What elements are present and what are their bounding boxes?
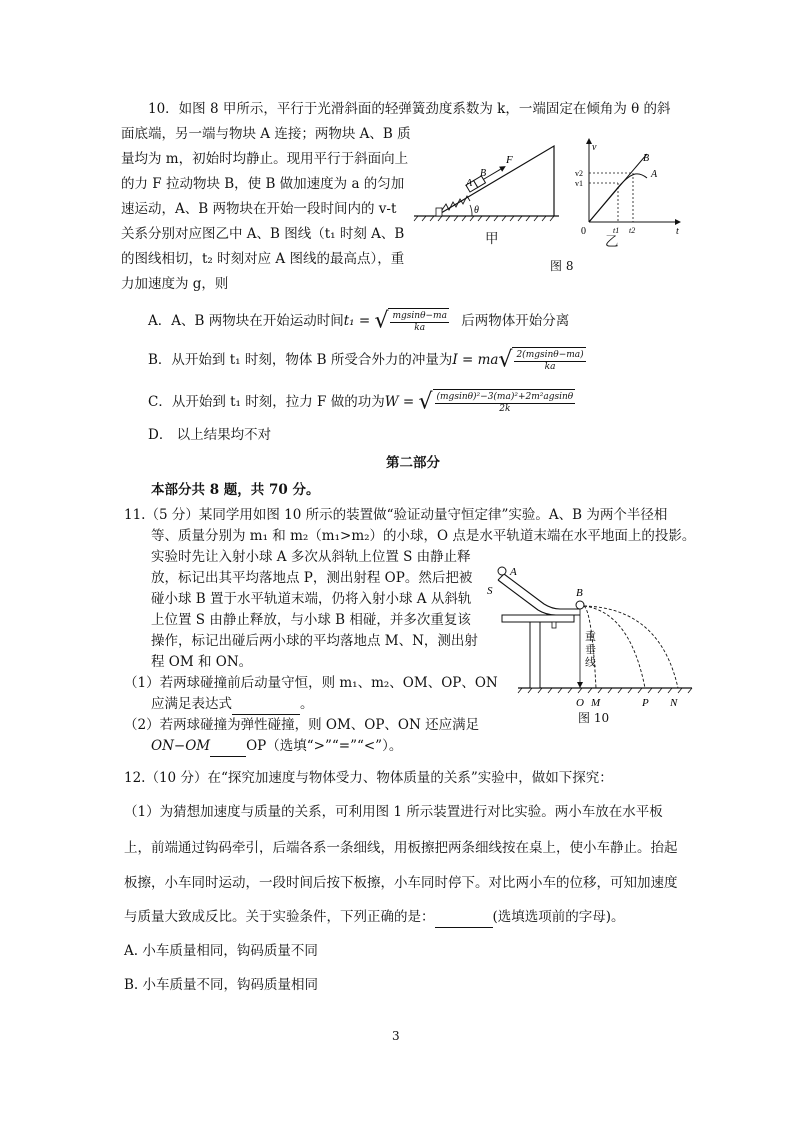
q10-option-b-num: 2(mgsinθ−ma): [516, 350, 584, 360]
q11-sub1a: （1）若两球碰撞前后动量守恒，则 m₁、m₂、OM、OP、ON: [124, 675, 498, 691]
q10-option-a-tail: 后两物体开始分离: [461, 313, 570, 329]
fig8-caption: 图 8: [550, 259, 574, 273]
fig10-label-M: M: [591, 697, 601, 709]
q10-line7: 的图线相切，t₂ 时刻对应 A 图线的最高点），重: [121, 251, 405, 267]
fig8-label-jia: 甲: [485, 231, 499, 247]
q11-line1: 11.（5 分）某同学用如图 10 所示的装置做“验证动量守恒定律”实验。A、B 为两个半径相: [124, 507, 668, 523]
fig8-t2: t2: [629, 226, 636, 235]
fig8-curve-A: A: [651, 169, 658, 180]
fig8-t1: t1: [613, 226, 620, 235]
fig10-label-O: O: [576, 697, 584, 709]
q11-answer-blank-2[interactable]: [210, 736, 246, 757]
q12-answer-blank[interactable]: [435, 907, 493, 928]
q11-sub2-expr: ON−OM: [151, 738, 211, 754]
q11-line4: 放，标记出其平均落地点 P，测出射程 OP。然后把被: [151, 570, 473, 586]
q11-line3: 实验时先让入射小球 A 多次从斜轨上位置 S 由静止释: [151, 549, 471, 565]
q10-line1: 10．如图 8 甲所示，平行于光滑斜面的轻弹簧劲度系数为 k，一端固定在倾角为 θ 的斜: [148, 101, 671, 117]
q11-line2: 等、质量分别为 m₁ 和 m₂（m₁>m₂）的小球，O 点是水平轨道末端在水平地面上的投影。: [151, 528, 696, 544]
q11-sub2: [151, 736, 402, 757]
q12-option-b: B. 小车质量不同，钩码质量相同: [124, 977, 319, 993]
q12-line5-end: (选填选项前的字母)。: [492, 909, 625, 925]
fig10-label-N: N: [670, 697, 678, 709]
q11-line6: 上位置 S 由静止释放，与小球 B 相碰，并多次重复该: [151, 612, 471, 628]
fig8-label-F: F: [506, 154, 513, 166]
fig8-label-A: A: [466, 178, 473, 189]
q10-line2: 面底端，另一端与物块 A 连接；两物块 A、B 质: [121, 126, 411, 142]
section-desc: 本部分共 8 题，共 70 分。: [151, 482, 320, 498]
fig10-label-P: P: [642, 697, 649, 709]
q10-option-d: D． 以上结果均不对: [148, 427, 272, 443]
q10-option-b-var: I = ma: [452, 352, 499, 368]
q12-line2: （1）为猜想加速度与质量的关系，可利用图 1 所示装置进行对比实验。两小车放在水平板: [124, 804, 663, 820]
fig8-label-theta: θ: [474, 205, 479, 216]
q10-option-a-text: A．A、B 两物块在开始运动时间: [148, 313, 344, 329]
q12-line5: [124, 907, 625, 928]
q10-option-c: C．从开始到 t₁ 时刻，拉力 F 做的功为W = √ $\frac{\text{(mgsinθ)²−3(ma)²+2m²agsinθ}}{2k}$: [148, 389, 574, 415]
q11-line8: 程 OM 和 ON。: [151, 654, 253, 670]
q10-option-a-den: ka: [414, 323, 426, 333]
q12-line5-text: 与质量大致成反比。关于实验条件，下列正确的是：: [124, 909, 435, 925]
q10-option-c-var: W =: [384, 394, 419, 410]
q12-option-a: A. 小车质量相同，钩码质量不同: [124, 943, 318, 959]
fig8-axis-t: t: [676, 226, 679, 237]
q10-option-a: A．A、B 两物块在开始运动时间t₁ = √ $\frac{mgsin\theta-ma}{ka}$ 后两物体开始分离: [148, 308, 570, 334]
fig10-label-S: S: [487, 585, 493, 597]
q12-line4: 板擦，小车同时运动，一段时间后按下板擦，小车同时停下。对比两小车的位移，可知加速度: [124, 875, 678, 891]
q11-sub1: [151, 694, 314, 715]
q10-option-b: B．从开始到 t₁ 时刻，物体 B 所受合外力的冲量为I = ma√ $\frac{2(mgsin\theta-ma)}{ka}$: [148, 347, 584, 373]
section-title: 第二部分: [386, 455, 440, 471]
fig8-curve-B: B: [643, 153, 650, 164]
fig10-plumb-line-label: 重垂线: [585, 630, 596, 669]
q10-option-a-num: mgsinθ−ma: [392, 311, 447, 321]
q10-option-b-text: B．从开始到 t₁ 时刻，物体 B 所受合外力的冲量为: [148, 352, 453, 368]
q10-option-c-den: 2k: [499, 404, 511, 414]
page-number: 3: [392, 1029, 400, 1043]
q10-option-b-den: ka: [544, 362, 556, 372]
q10-line5: 速运动，A、B 两物块在开始一段时间内的 v-t: [121, 201, 397, 217]
q11-sub2a: （2）若两球碰撞为弹性碰撞，则 OM、OP、ON 还应满足: [124, 717, 480, 733]
fig10-caption: 图 10: [578, 711, 610, 725]
q11-sub1-text: 应满足表达式: [151, 696, 232, 712]
q12-line3: 上，前端通过钩码牵引，后端各系一条细线，用板擦把两条细线按在桌上，使小车静止。抬起: [124, 840, 678, 856]
q11-answer-blank-1[interactable]: [232, 694, 300, 715]
q10-option-c-text: C．从开始到 t₁ 时刻，拉力 F 做的功为: [148, 394, 385, 410]
fig8-label-yi: 乙: [605, 234, 619, 250]
fig8-origin: 0: [581, 226, 586, 237]
fig8-label-B: B: [480, 168, 487, 179]
figure-8-vt-graph: [575, 138, 687, 248]
q12-line1: 12.（10 分）在“探究加速度与物体受力、物体质量的关系”实验中，做如下探究：: [124, 770, 613, 786]
q11-line5: 碰小球 B 置于水平轨道末端，仍将入射小球 A 从斜轨: [151, 591, 472, 607]
q10-option-a-var: t₁ =: [343, 313, 375, 329]
q10-line8: 力加速度为 g，则: [121, 276, 229, 292]
q10-line6: 关系分别对应图乙中 A、B 图线（t₁ 时刻 A、B: [121, 226, 405, 242]
q11-line7: 操作，标记出碰后两小球的平均落地点 M、N，测出射: [151, 633, 478, 649]
fig8-v1: v1: [575, 179, 583, 188]
q11-sub1-end: 。: [300, 696, 314, 712]
q10-line4: 的力 F 拉动物块 B，使 B 做加速度为 a 的匀加: [121, 176, 405, 192]
fig8-v2: v2: [575, 169, 583, 178]
fig10-label-B: B: [576, 587, 583, 599]
fig10-label-A: A: [510, 566, 517, 578]
q10-line3: 量均为 m，初始时均静止。现用平行于斜面向上: [121, 151, 409, 167]
q10-option-c-num: (mgsinθ)²−3(ma)²+2m²agsinθ: [436, 392, 574, 402]
fig8-axis-v: v: [592, 142, 597, 153]
q11-sub2-text: OP（选填“>”“=”“<”）。: [246, 738, 403, 754]
